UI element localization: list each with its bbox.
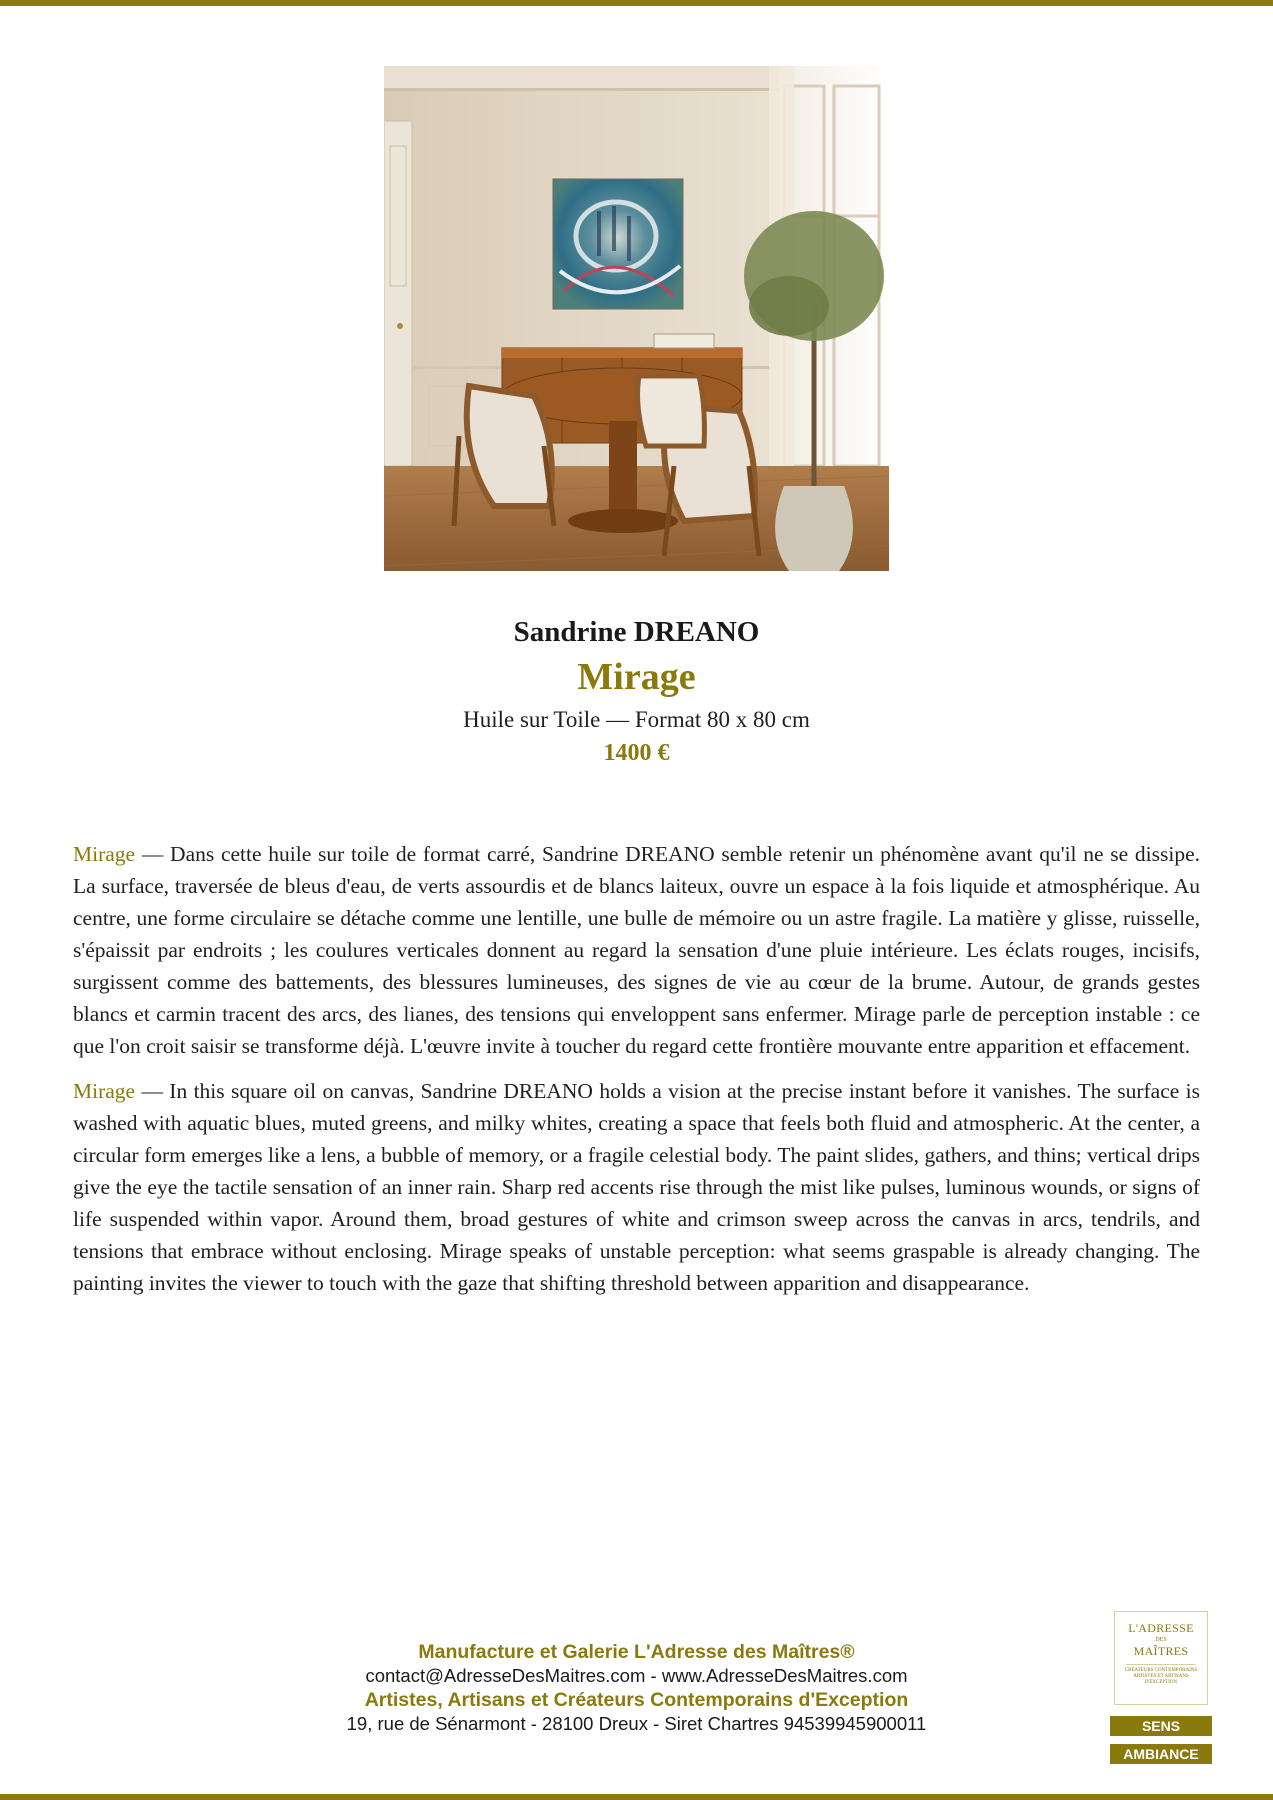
gallery-address: 19, rue de Sénarmont - 28100 Dreux - Siret Chartres 94539945900011 [346, 1713, 927, 1734]
tag-sens: SENS [1110, 1716, 1212, 1736]
description-text: — Dans cette huile sur toile de format carré, Sandrine DREANO semble retenir un phénomène avant qu'il ne se dissipe. La surface, traversée de bleus d'eau, de verts assourdis et de blancs laiteux, ouvre un espace à la fois liquide et atmosphérique. Au centre, une forme circulaire se détache comme une lentille, une bulle de mémoire ou un astre fragile. La matière y glisse, ruisselle, s'épaissit par endroits ; les coulures verticales donnent au regard la sensation d'une pluie intérieure. Les éclats rouges, incisifs, surgissent comme des battements, des blessures lumineuses, des signes de vie au cœur de la brume. Autour, de grands gestes blancs et carmin tracent des arcs, des lianes, des tensions qui enveloppent sans enfermer. Mirage parle de perception instable : ce que l'on croit saisir se transforme déjà. L'œuvre invite à toucher du regard cette frontière mouvante entre apparition et effacement. [73, 842, 1200, 1058]
artwork-price: 1400 € [603, 740, 670, 766]
logo-line-2: DES [1155, 1637, 1167, 1643]
tag-ambiance: AMBIANCE [1110, 1744, 1212, 1764]
logo-rule [1126, 1664, 1196, 1665]
gallery-footer [0, 1640, 1273, 1736]
description-english [73, 1075, 1200, 1299]
artwork-medium-format: Huile sur Toile — Format 80 x 80 cm [463, 707, 810, 732]
top-rule [0, 0, 1273, 6]
description-french [73, 838, 1200, 1062]
bottom-rule [0, 1794, 1273, 1800]
logo-line-4: CRÉATEURS CONTEMPORAINS ARTISTES ET ARTISANS D'EXCEPTION [1124, 1668, 1198, 1685]
gallery-tagline: Artistes, Artisans et Créateurs Contemporains d'Exception [364, 1689, 909, 1711]
artist-name: Sandrine DREANO [513, 616, 760, 648]
room-preview-image [384, 66, 889, 571]
description-text: — In this square oil on canvas, Sandrine DREANO holds a vision at the precise instant before it vanishes. The surface is washed with aquatic blues, muted greens, and milky whites, creating a space that feels both fluid and atmospheric. At the center, a circular form emerges like a lens, a bubble of memory, or a fragile celestial body. The paint slides, gathers, and thins; vertical drips give the eye the tactile sensation of an inner rain. Sharp red accents rise through the mist like pulses, luminous wounds, or signs of life suspended within vapor. Around them, broad gestures of white and crimson sweep across the canvas in arcs, tendrils, and tensions that embrace without enclosing. Mirage speaks of unstable perception: what seems graspable is already changing. The painting invites the viewer to touch with the gaze that shifting threshold between apparition and disappearance. [73, 1079, 1200, 1295]
artwork-title: Mirage [577, 656, 696, 698]
gallery-logo [1114, 1611, 1208, 1705]
descriptions [73, 838, 1200, 1312]
logo-line-1: L'ADRESSE [1128, 1621, 1194, 1635]
gallery-contact: contact@AdresseDesMaitres.com - www.AdresseDesMaitres.com [365, 1665, 908, 1686]
artwork-header [0, 612, 1273, 769]
description-lead: Mirage [73, 1079, 136, 1103]
gallery-name: Manufacture et Galerie L'Adresse des Maîtres® [418, 1641, 855, 1663]
logo-line-3: MAÎTRES [1133, 1644, 1189, 1658]
description-lead: Mirage [73, 842, 136, 866]
